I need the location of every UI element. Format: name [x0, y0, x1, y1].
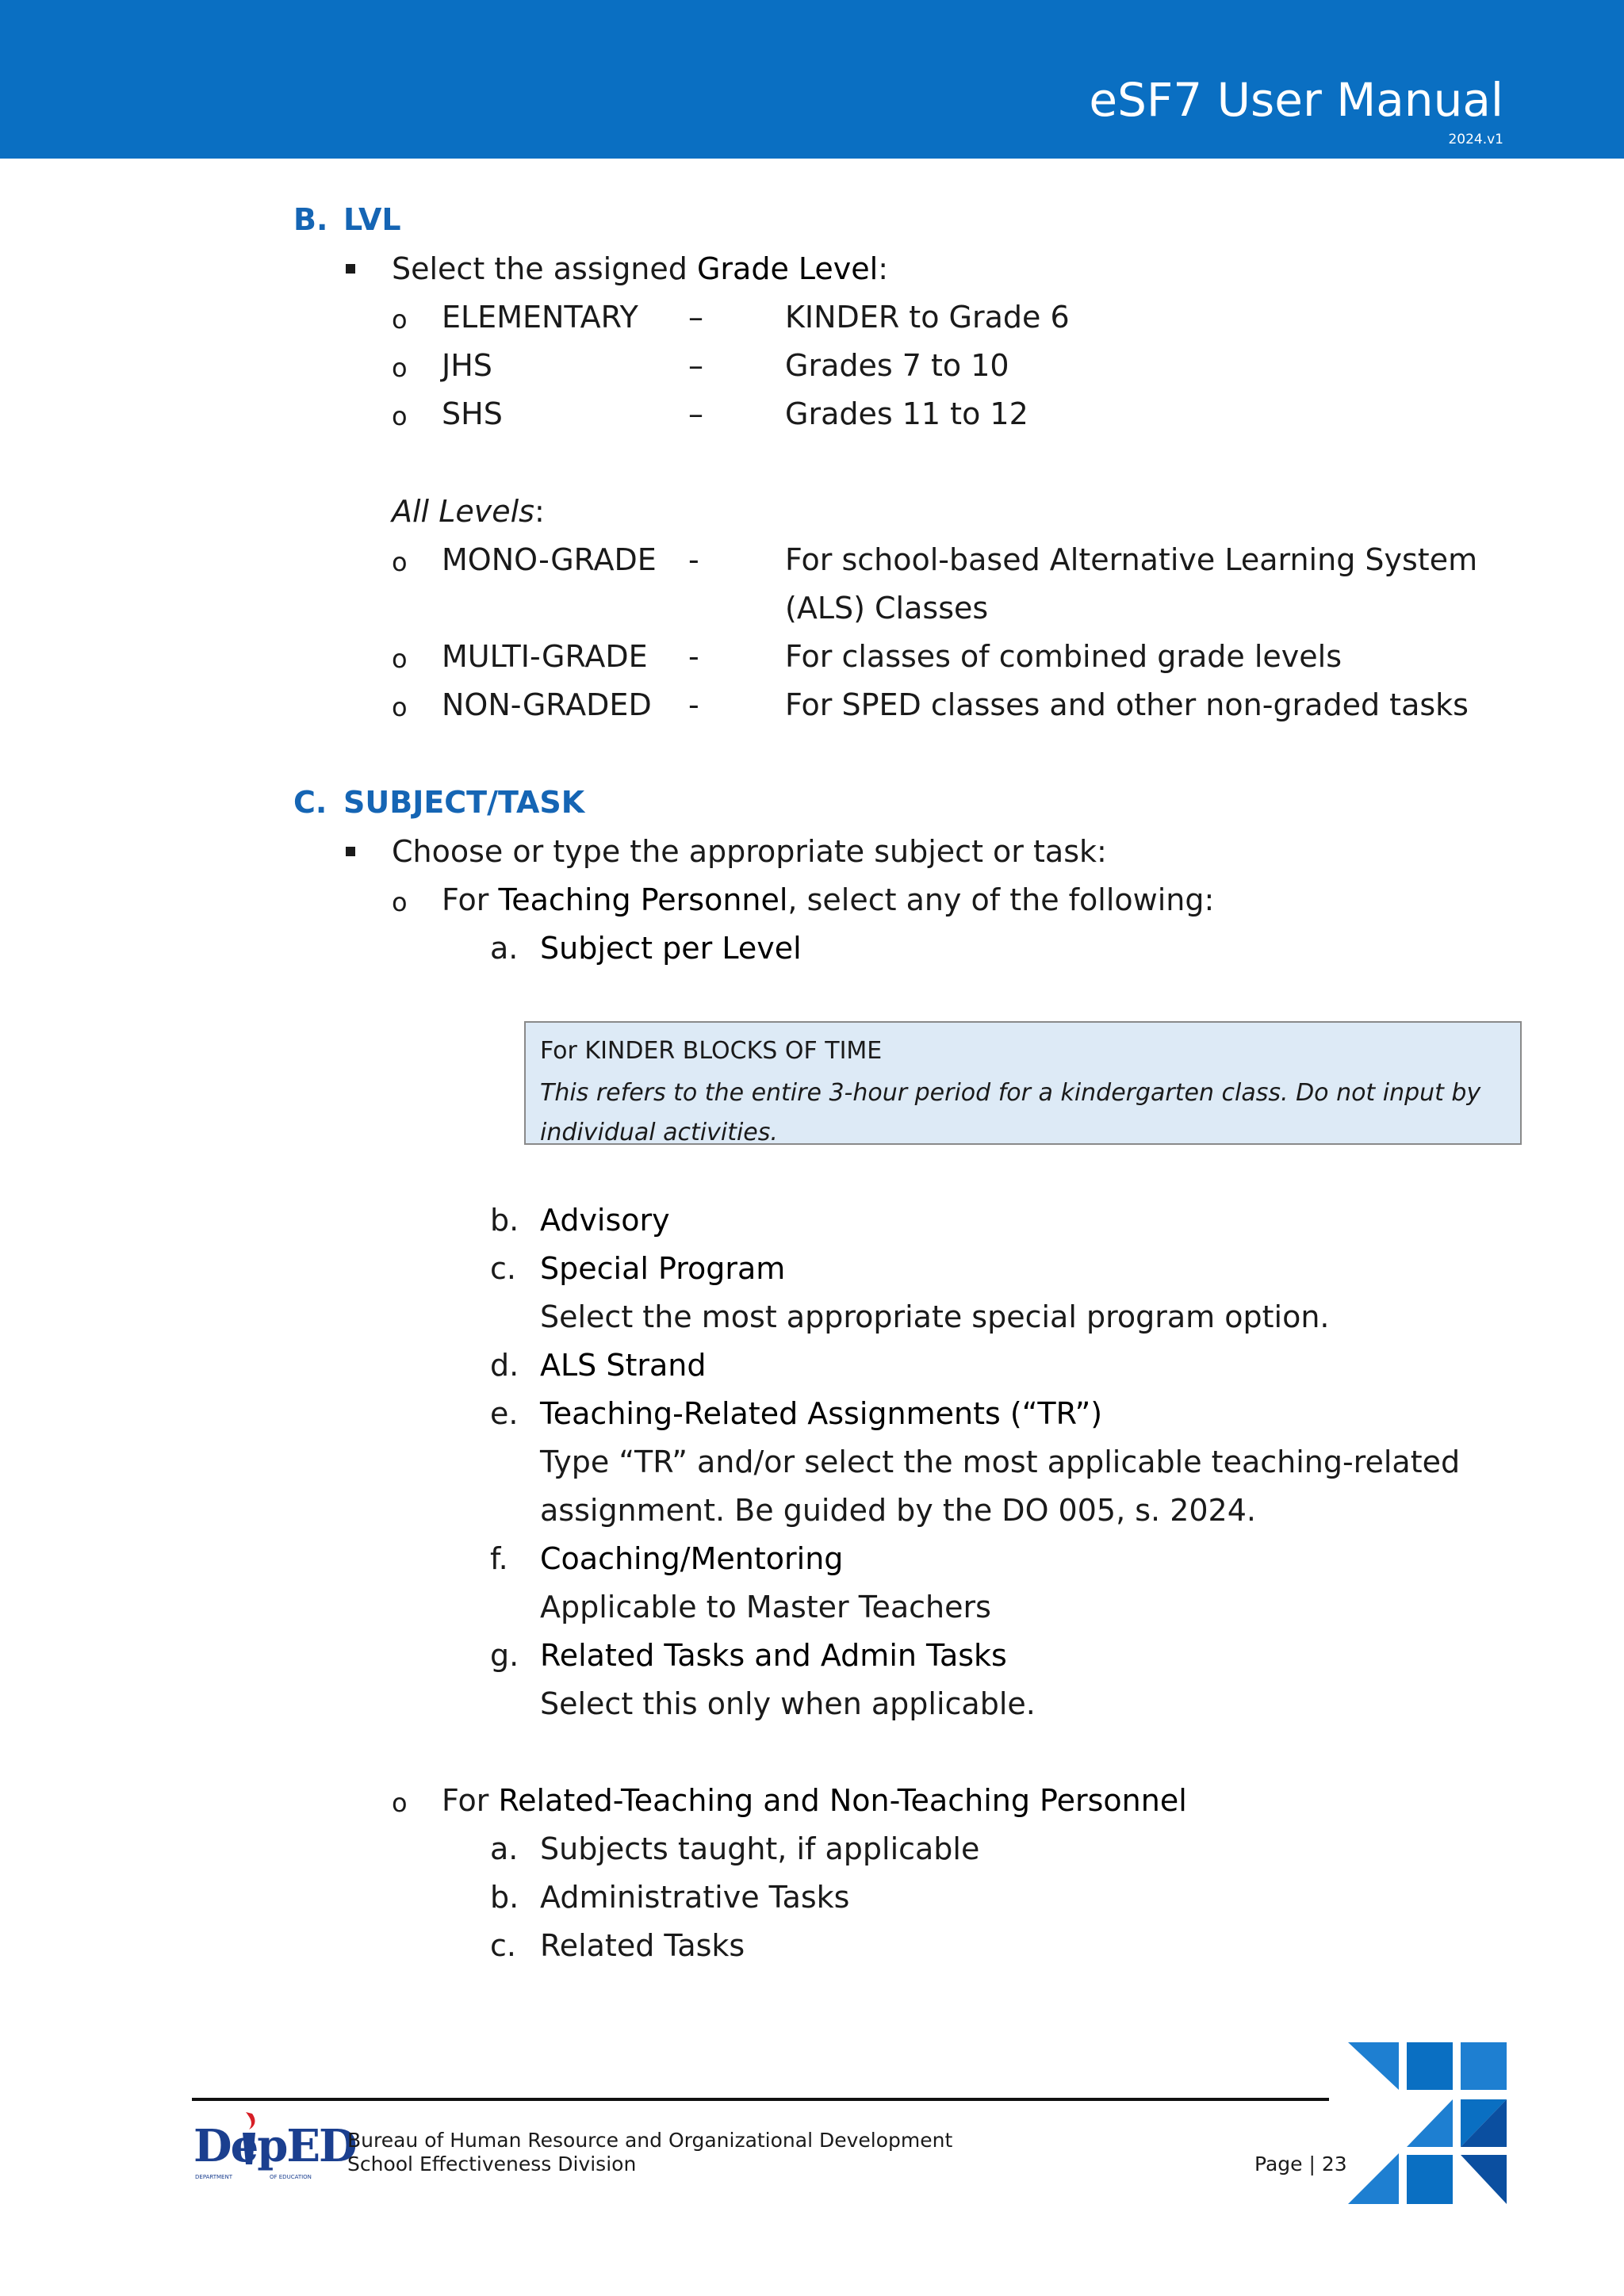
item-related-tasks: Related Tasks: [540, 1928, 745, 1963]
item-administrative-tasks: Administrative Tasks: [540, 1880, 850, 1915]
level-name: JHS: [442, 348, 492, 383]
square-bullet-icon: [346, 847, 355, 856]
circle-bullet-icon: o: [392, 547, 408, 577]
section-b-heading: LVL: [343, 202, 401, 237]
item-coaching: Coaching/Mentoring: [540, 1541, 844, 1576]
circle-bullet-icon: o: [392, 353, 408, 383]
item-special-program: Special Program: [540, 1251, 786, 1286]
item-related-admin-tasks: Related Tasks and Admin Tasks: [540, 1638, 1007, 1673]
logo-sub-right: OF EDUCATION: [270, 2174, 312, 2180]
level-desc: For classes of combined grade levels: [785, 639, 1342, 674]
item-coaching-desc: Applicable to Master Teachers: [540, 1590, 991, 1624]
level-dash: –: [688, 348, 703, 383]
level-name: NON-GRADED: [442, 687, 652, 722]
item-letter: d.: [490, 1348, 519, 1383]
level-desc: KINDER to Grade 6: [785, 300, 1070, 335]
item-special-program-desc: Select the most appropriate special program option.: [540, 1299, 1330, 1334]
item-letter: a.: [490, 1831, 519, 1866]
level-dash: –: [688, 300, 703, 335]
manual-title: eSF7 User Manual: [1089, 73, 1503, 127]
manual-version: 2024.v1: [1448, 132, 1503, 147]
circle-bullet-icon: o: [392, 887, 408, 917]
level-dash: -: [688, 542, 699, 577]
level-name: ELEMENTARY: [442, 300, 638, 335]
level-dash: -: [688, 687, 699, 722]
logo-sub-left: DEPARTMENT: [195, 2174, 232, 2180]
level-name: MULTI-GRADE: [442, 639, 648, 674]
circle-bullet-icon: o: [392, 644, 408, 674]
footer-divider: [192, 2098, 1329, 2101]
item-subjects-taught: Subjects taught, if applicable: [540, 1831, 980, 1866]
teaching-personnel-line: For Teaching Personnel, select any of the following:: [442, 882, 1215, 917]
level-dash: –: [688, 396, 703, 431]
circle-bullet-icon: o: [392, 1788, 408, 1818]
note-title: For KINDER BLOCKS OF TIME: [540, 1037, 883, 1065]
item-related-admin-tasks-desc: Select this only when applicable.: [540, 1686, 1036, 1721]
logo-text: DepED: [193, 2120, 356, 2172]
item-teaching-related: Teaching-Related Assignments (“TR”): [540, 1396, 1103, 1431]
level-name: MONO-GRADE: [442, 542, 657, 577]
item-teaching-related-desc-continued: assignment. Be guided by the DO 005, s. 2024.: [540, 1493, 1256, 1528]
level-desc: Grades 11 to 12: [785, 396, 1028, 431]
circle-bullet-icon: o: [392, 304, 408, 335]
item-letter: a.: [490, 931, 519, 966]
grade-level-instruction: Select the assigned Grade Level:: [392, 251, 889, 286]
item-letter: c.: [490, 1251, 516, 1286]
item-als-strand: ALS Strand: [540, 1348, 707, 1383]
item-letter: f.: [490, 1541, 508, 1576]
deped-matatag-mark-icon: [1345, 2042, 1508, 2204]
level-dash: -: [688, 639, 699, 674]
item-teaching-related-desc: Type “TR” and/or select the most applicable teaching-related: [540, 1445, 1461, 1479]
section-c-letter: C.: [293, 785, 327, 820]
item-letter: b.: [490, 1880, 519, 1915]
level-desc-continued: (ALS) Classes: [785, 591, 989, 626]
footer-org-line-1: Bureau of Human Resource and Organizational Development: [347, 2129, 953, 2152]
page-number: Page | 23: [1254, 2152, 1347, 2175]
level-desc: For SPED classes and other non-graded tasks: [785, 687, 1469, 722]
item-subject-per-level: Subject per Level: [540, 931, 802, 966]
section-b-letter: B.: [293, 202, 328, 237]
kinder-note-box: [524, 1021, 1522, 1145]
section-c-heading: SUBJECT/TASK: [343, 785, 585, 820]
all-levels-label: All Levels:: [392, 494, 545, 529]
note-body: This refers to the entire 3-hour period for a kindergarten class. Do not input by individual activities.: [540, 1079, 1481, 1146]
subject-instruction: Choose or type the appropriate subject or task:: [392, 834, 1107, 869]
square-bullet-icon: [346, 264, 355, 274]
level-desc: Grades 7 to 10: [785, 348, 1009, 383]
level-name: SHS: [442, 396, 503, 431]
page-header: [0, 0, 1624, 159]
item-letter: e.: [490, 1396, 519, 1431]
level-desc: For school-based Alternative Learning System: [785, 542, 1478, 577]
circle-bullet-icon: o: [392, 401, 408, 431]
deped-logo: [193, 2109, 356, 2185]
item-letter: c.: [490, 1928, 516, 1963]
circle-bullet-icon: o: [392, 692, 408, 722]
item-advisory: Advisory: [540, 1203, 670, 1238]
non-teaching-personnel-line: For Related-Teaching and Non-Teaching Personnel: [442, 1783, 1187, 1818]
footer-org-line-2: School Effectiveness Division: [347, 2152, 637, 2175]
item-letter: g.: [490, 1638, 519, 1673]
item-letter: b.: [490, 1203, 519, 1238]
